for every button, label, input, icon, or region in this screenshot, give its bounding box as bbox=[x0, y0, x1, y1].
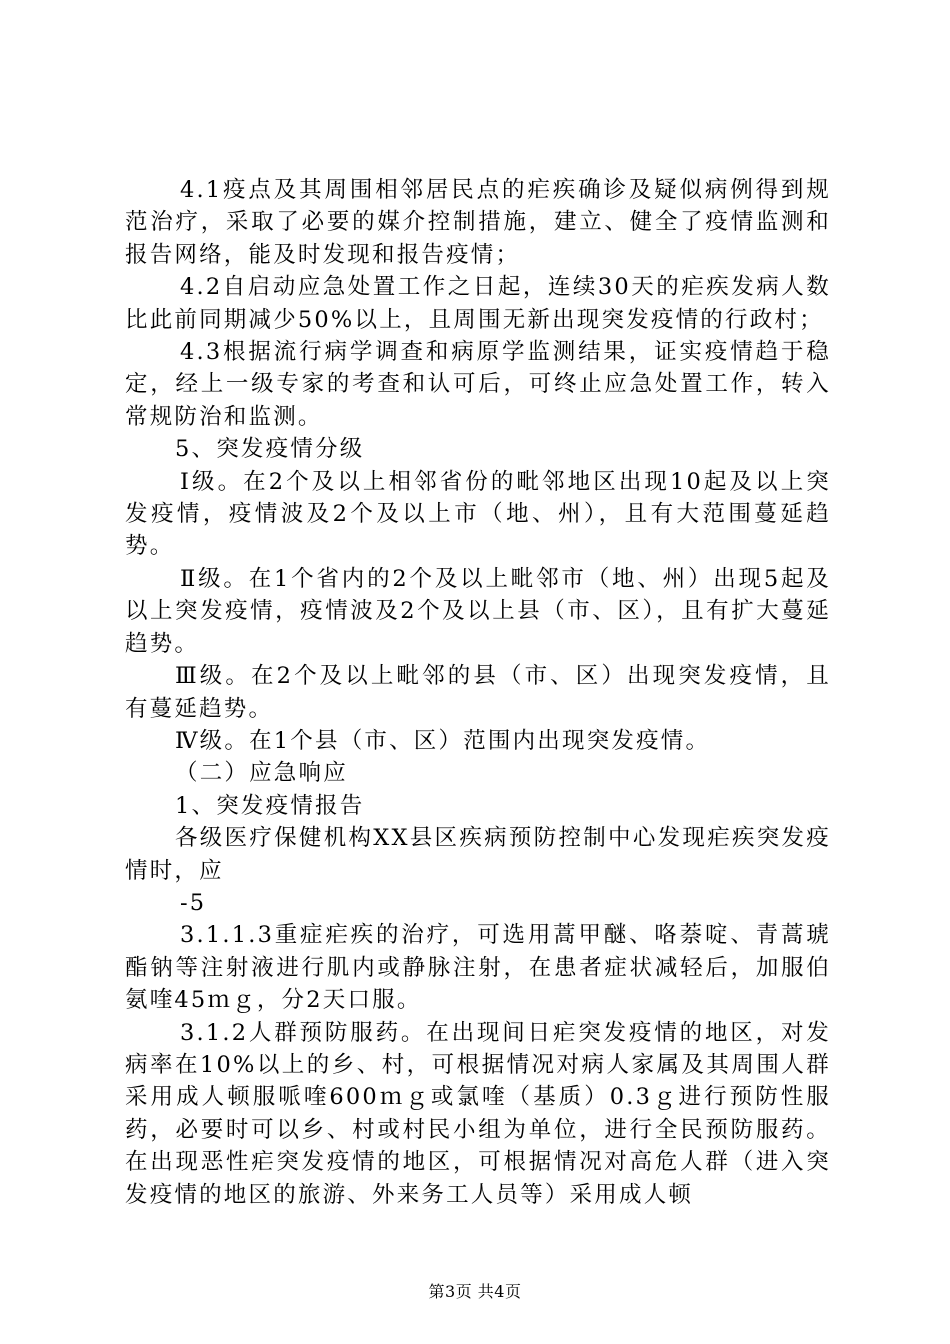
section-heading-response: （二）应急响应 bbox=[175, 760, 348, 787]
paragraph-level-4: Ⅳ级。在1个县（市、区）范围内出现突发疫情。 bbox=[175, 727, 711, 754]
paragraph-report-body: 各级医疗保健机构XX县区疾病预防控制中心发现疟疾突发疫情时，应 bbox=[125, 825, 831, 884]
paragraph-4-1: 4.1疫点及其周围相邻居民点的疟疾确诊及疑似病例得到规范治疗，采取了必要的媒介控制措施，建立、健全了疫情监测和报告网络，能及时发现和报告疫情； bbox=[125, 177, 831, 268]
document-body bbox=[125, 174, 831, 1211]
paragraph-level-3: Ⅲ级。在2个及以上毗邻的县（市、区）出现突发疫情，且有蔓延趋势。 bbox=[125, 663, 831, 722]
paragraph-3-1-2: 3.1.2人群预防服药。在出现间日疟突发疫情的地区，对发病率在10%以上的乡、村，可根据情况对病人家属及其周围人群采用成人顿服哌喹600ｍｇ或氯喹（基质）0.3ｇ进行预防性服药，必要时可以乡、村或村民小组为单位，进行全民预防服药。在出现恶性疟突发疫情的地区，可根据情况对高危人群（进入突发疫情的地区的旅游、外来务工人员等）采用成人顿 bbox=[125, 1019, 831, 1208]
page-footer: 第3页 共4页 bbox=[428, 1282, 522, 1301]
page-marker: -5 bbox=[180, 889, 207, 916]
paragraph-3-1-1-3: 3.1.1.3重症疟疾的治疗，可选用蒿甲醚、咯萘啶、青蒿琥酯钠等注射液进行肌内或静脉注射，在患者症状减轻后，加服伯氨喹45ｍｇ，分2天口服。 bbox=[125, 922, 831, 1014]
paragraph-level-1: Ⅰ级。在2个及以上相邻省份的毗邻地区出现10起及以上突发疫情，疫情波及2个及以上市（地、州），且有大范围蔓延趋势。 bbox=[125, 468, 831, 560]
paragraph-4-2: 4.2自启动应急处置工作之日起，连续30天的疟疾发病人数比此前同期减少50%以上，且周围无新出现突发疫情的行政村； bbox=[125, 274, 831, 333]
paragraph-4-3: 4.3根据流行病学调查和病原学监测结果，证实疫情趋于稳定，经上一级专家的考查和认可后，可终止应急处置工作，转入常规防治和监测。 bbox=[125, 339, 831, 430]
paragraph-level-2: Ⅱ级。在1个省内的2个及以上毗邻市（地、州）出现5起及以上突发疫情，疫情波及2个及以上县（市、区），且有扩大蔓延趋势。 bbox=[125, 565, 831, 657]
section-heading-report: 1、突发疫情报告 bbox=[175, 792, 365, 819]
section-heading-grading: 5、突发疫情分级 bbox=[175, 436, 365, 463]
